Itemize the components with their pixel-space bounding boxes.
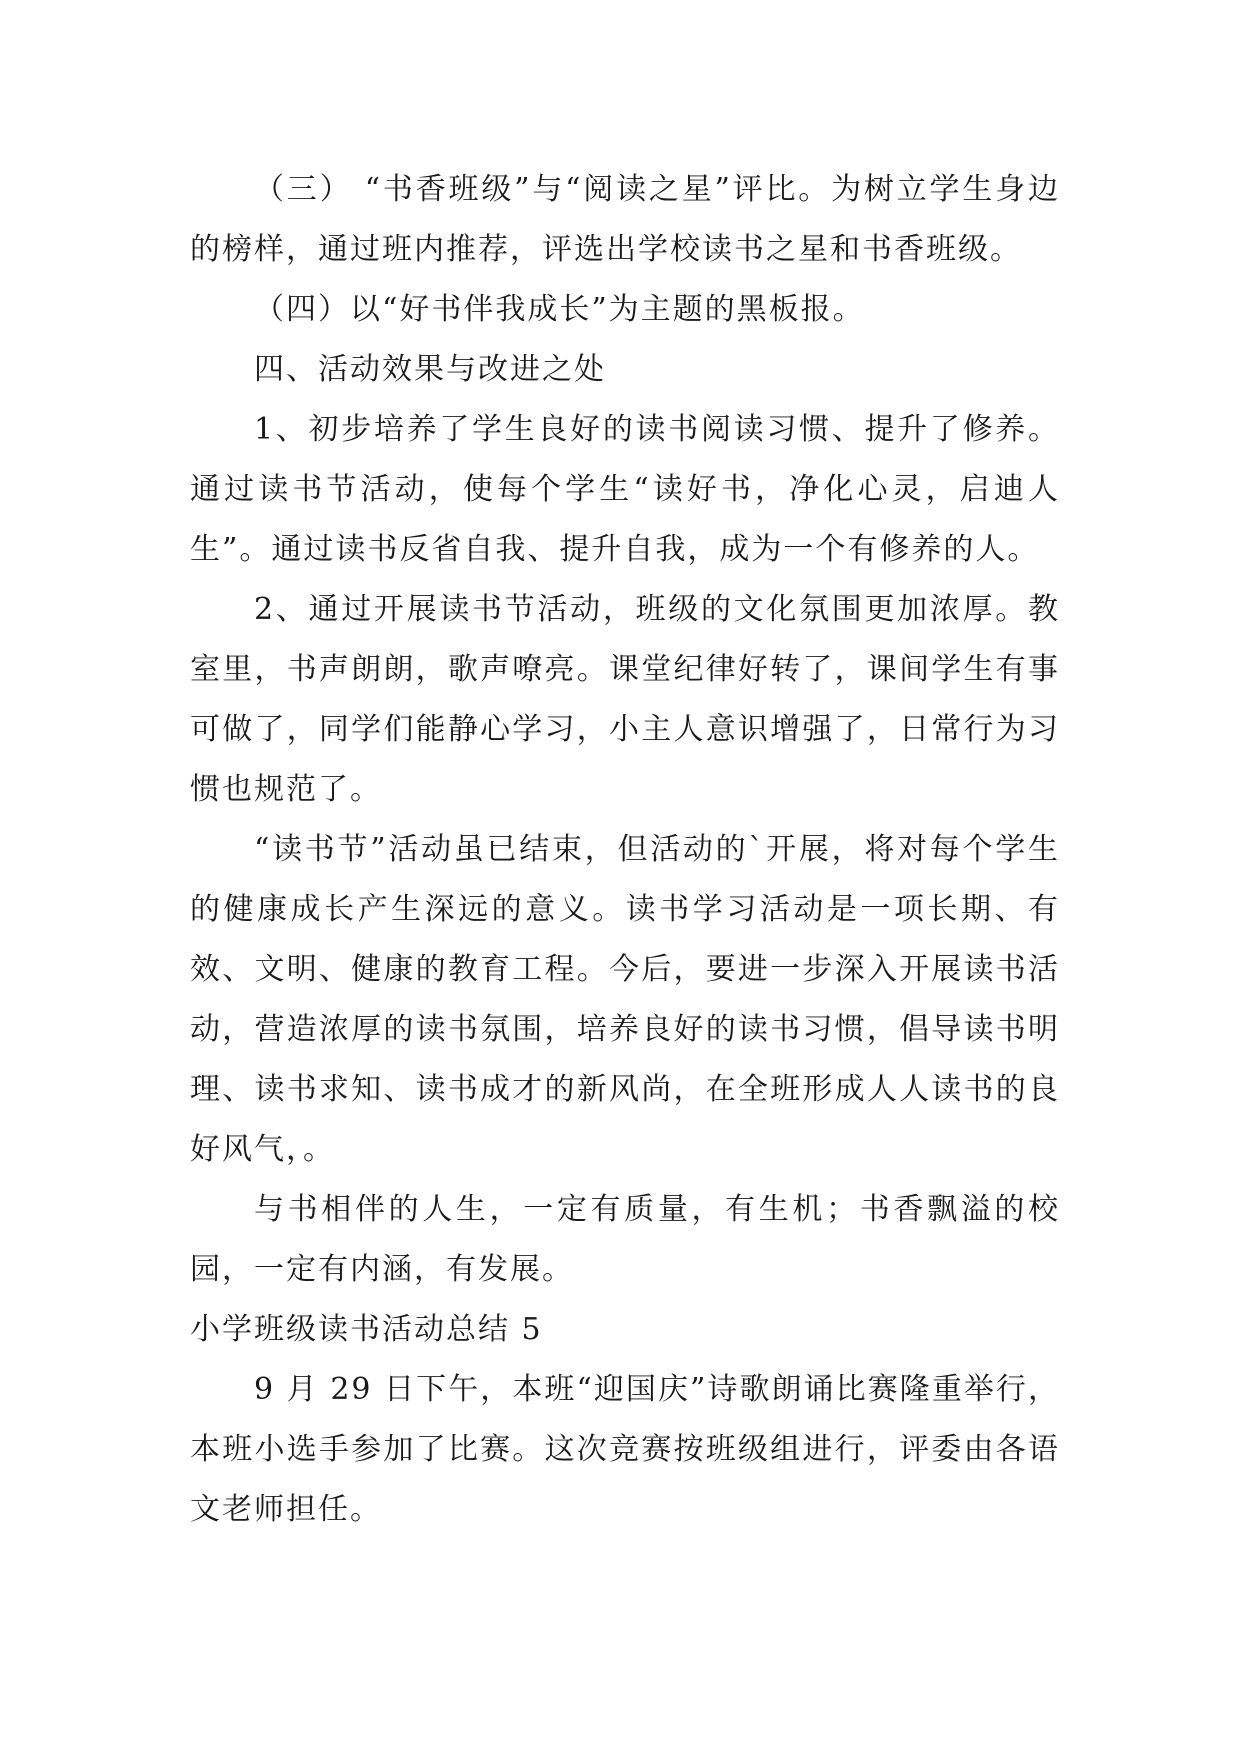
- paragraph-poetry-contest: 9 月 29 日下午，本班“迎国庆”诗歌朗诵比赛隆重举行，本班小选手参加了比赛。这次竞赛按班级组进行，评委由各语文老师担任。: [190, 1372, 1060, 1527]
- paragraph-conclusion: “读书节”活动虽已结束，但活动的`开展，将对每个学生的健康成长产生深远的意义。读书学习活动是一项长期、有效、文明、健康的教育工程。今后，要进一步深入开展读书活动，营造浓厚的读书氛围，培养良好的读书习惯，倡导读书明理、读书求知、读书成才的新风尚，在全班形成人人读书的良好风气，。: [190, 832, 1060, 1167]
- document-section-title: 小学班级读书活动总结 5: [190, 1312, 543, 1347]
- paragraph-reading-star-selection: （三） “书香班级”与“阅读之星”评比。为树立学生身边的榜样，通过班内推荐，评选出学校读书之星和书香班级。: [190, 172, 1060, 267]
- paragraph-closing-remark: 与书相伴的人生，一定有质量，有生机；书香飘溢的校园，一定有内涵，有发展。: [190, 1192, 1060, 1287]
- document-body: [190, 160, 1060, 1540]
- paragraph-effect-2: 2、通过开展读书节活动，班级的文化氛围更加浓厚。教室里，书声朗朗，歌声嘹亮。课堂纪律好转了，课间学生有事可做了，同学们能静心学习，小主人意识增强了，日常行为习惯也规范了。: [190, 592, 1060, 807]
- section-heading-effects: 四、活动效果与改进之处: [254, 352, 606, 387]
- paragraph-blackboard-newspaper: （四）以“好书伴我成长”为主题的黑板报。: [254, 292, 865, 327]
- paragraph-effect-1: 1、初步培养了学生良好的读书阅读习惯、提升了修养。通过读书节活动，使每个学生“读好书，净化心灵，启迪人生”。通过读书反省自我、提升自我，成为一个有修养的人。: [190, 412, 1060, 567]
